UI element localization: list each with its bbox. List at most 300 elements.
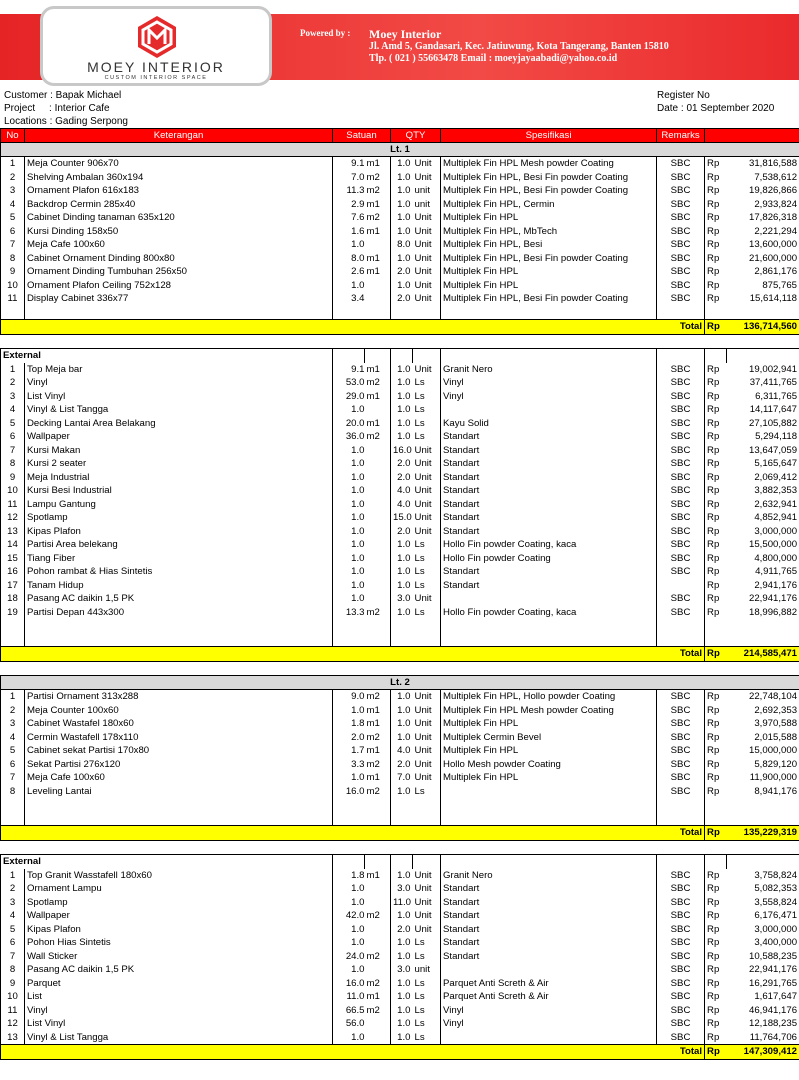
row-qty-unit: unit [413,184,441,198]
row-currency: Rp [705,252,727,266]
row-spec: Vinyl [441,390,657,404]
row-remarks: SBC [657,444,705,458]
row-qty-unit: Ls [413,430,441,444]
row-qty: 1.0 [391,1017,413,1031]
row-spec: Multiplek Fin HPL, Besi Fin powder Coating [441,184,657,198]
row-qty-unit: Ls [413,950,441,964]
row-qty: 1.0 [391,690,413,704]
logo-tagline: CUSTOM INTERIOR SPACE [104,75,208,81]
row-spec [441,1031,657,1045]
row-price: 16,291,765 [727,977,799,991]
row-qty-unit: Ls [413,390,441,404]
blank-cell [657,812,705,826]
row-currency: Rp [705,744,727,758]
row-amount: 9.1 [333,157,365,171]
row-unit: m1 [365,390,391,404]
row-qty-unit: Unit [413,690,441,704]
row-no: 14 [1,538,25,552]
row-remarks: SBC [657,1031,705,1045]
row-amount: 1.0 [333,936,365,950]
row-spec [441,785,657,799]
row-description: Kipas Plafon [25,525,333,539]
row-qty: 1.0 [391,731,413,745]
row-price: 2,861,176 [727,265,799,279]
row-unit: m2 [365,211,391,225]
row-spec: Standart [441,457,657,471]
row-remarks: SBC [657,704,705,718]
row-remarks: SBC [657,785,705,799]
row-spec: Hollo Fin powder Coating [441,552,657,566]
row-description: Meja Counter 100x60 [25,704,333,718]
row-unit [365,1017,391,1031]
row-remarks: SBC [657,184,705,198]
table-row [1,171,799,185]
row-qty-unit: Unit [413,252,441,266]
row-spec [441,592,657,606]
company-logo [40,6,272,86]
row-qty-unit: Unit [413,498,441,512]
table-row [1,565,799,579]
table-row [1,498,799,512]
row-description: List Vinyl [25,1017,333,1031]
row-amount: 11.0 [333,990,365,1004]
row-amount: 1.0 [333,484,365,498]
row-amount: 1.0 [333,771,365,785]
row-price: 2,632,941 [727,498,799,512]
blank-cell [25,633,333,647]
row-qty-unit: Unit [413,157,441,171]
row-no: 7 [1,950,25,964]
row-amount: 16.0 [333,977,365,991]
row-unit: m2 [365,171,391,185]
total-label: Total [1,826,705,841]
row-remarks: SBC [657,279,705,293]
spacer-cell [1,334,799,349]
blank-cell [727,306,799,320]
table-row [1,511,799,525]
row-price: 19,826,866 [727,184,799,198]
row-no: 7 [1,238,25,252]
blank-row [1,619,799,633]
row-spec: Multiplek Fin HPL [441,211,657,225]
row-remarks: SBC [657,417,705,431]
row-remarks: SBC [657,390,705,404]
row-qty-unit: Ls [413,376,441,390]
row-amount: 9.1 [333,363,365,377]
blank-cell [413,619,441,633]
row-currency: Rp [705,157,727,171]
row-spec: Standart [441,565,657,579]
row-price: 2,015,588 [727,731,799,745]
row-spec: Multiplek Fin HPL [441,265,657,279]
row-qty: 1.0 [391,403,413,417]
row-qty: 1.0 [391,376,413,390]
row-description: Cabinet Dinding tanaman 635x120 [25,211,333,225]
row-spec [441,403,657,417]
row-unit [365,511,391,525]
row-remarks: SBC [657,498,705,512]
total-value: 214,585,471 [727,647,799,662]
row-qty-unit: Ls [413,1004,441,1018]
total-currency: Rp [705,826,727,841]
row-qty: 1.0 [391,1031,413,1045]
row-description: Tiang Fiber [25,552,333,566]
row-qty-unit: unit [413,963,441,977]
spacer-row [1,840,799,855]
row-qty: 2.0 [391,292,413,306]
row-description: Kursi Dinding 158x50 [25,225,333,239]
row-qty-unit: Ls [413,538,441,552]
register-field: Register No [657,90,710,101]
spacer-row [1,334,799,349]
total-row [1,647,799,662]
row-remarks: SBC [657,376,705,390]
row-qty: 16.0 [391,444,413,458]
blank-cell [1,812,25,826]
row-spec: Multiplek Fin HPL, Besi Fin powder Coating [441,252,657,266]
row-currency: Rp [705,417,727,431]
row-spec: Standart [441,579,657,593]
blank-cell [1,798,25,812]
row-price: 3,000,000 [727,525,799,539]
row-price: 3,558,824 [727,896,799,910]
row-spec: Standart [441,882,657,896]
row-amount: 1.7 [333,744,365,758]
external-header [1,349,799,363]
row-qty-unit: Unit [413,882,441,896]
table-row [1,198,799,212]
blank-cell [705,798,727,812]
row-qty-unit: Unit [413,238,441,252]
blank-row [1,812,799,826]
row-unit: m2 [365,184,391,198]
row-price: 15,500,000 [727,538,799,552]
powered-by-label: Powered by : [300,28,351,38]
row-unit: m1 [365,363,391,377]
row-no: 19 [1,606,25,620]
row-spec: Multiplek Fin HPL, Besi Fin powder Coating [441,171,657,185]
table-row [1,1004,799,1018]
row-spec: Multiplek Fin HPL, MbTech [441,225,657,239]
table-row [1,252,799,266]
row-no: 8 [1,785,25,799]
row-unit [365,1031,391,1045]
row-spec: Standart [441,896,657,910]
row-no: 12 [1,511,25,525]
row-remarks: SBC [657,457,705,471]
row-description: Meja Cafe 100x60 [25,771,333,785]
row-unit: m1 [365,717,391,731]
row-description: Meja Counter 906x70 [25,157,333,171]
row-no: 10 [1,279,25,293]
row-spec: Standart [441,950,657,964]
table-row [1,471,799,485]
row-spec: Standart [441,909,657,923]
blank-cell [657,633,705,647]
row-qty: 1.0 [391,171,413,185]
row-unit [365,498,391,512]
row-qty: 1.0 [391,704,413,718]
row-unit [365,484,391,498]
row-spec: Standart [441,430,657,444]
row-qty: 1.0 [391,198,413,212]
row-no: 13 [1,1031,25,1045]
row-amount: 1.8 [333,717,365,731]
row-qty: 1.0 [391,950,413,964]
row-spec: Multiplek Fin HPL, Besi [441,238,657,252]
row-qty-unit: Ls [413,1017,441,1031]
row-price: 2,221,294 [727,225,799,239]
row-qty-unit: Unit [413,471,441,485]
external-title: External [1,349,333,363]
project-field: Project : Interior Cafe [4,103,110,114]
blank-cell [413,812,441,826]
table-row [1,785,799,799]
row-qty: 1.0 [391,977,413,991]
section-title: Lt. 1 [1,143,799,157]
row-unit: m1 [365,225,391,239]
row-unit: m1 [365,265,391,279]
row-qty: 3.0 [391,882,413,896]
table-row [1,950,799,964]
blank-cell [391,306,413,320]
row-currency: Rp [705,785,727,799]
row-unit: m2 [365,430,391,444]
row-currency: Rp [705,238,727,252]
table-row [1,444,799,458]
row-unit: m2 [365,950,391,964]
row-currency: Rp [705,552,727,566]
row-remarks: SBC [657,157,705,171]
row-currency: Rp [705,936,727,950]
row-amount: 7.6 [333,211,365,225]
row-no: 11 [1,1004,25,1018]
table-row [1,538,799,552]
row-price: 5,294,118 [727,430,799,444]
blank-cell [705,619,727,633]
row-spec: Standart [441,923,657,937]
row-qty: 1.0 [391,717,413,731]
blank-cell [365,306,391,320]
row-price: 21,600,000 [727,252,799,266]
row-remarks: SBC [657,265,705,279]
row-remarks: SBC [657,936,705,950]
row-unit: m1 [365,744,391,758]
row-qty: 4.0 [391,498,413,512]
row-qty: 1.0 [391,565,413,579]
table-row [1,417,799,431]
row-description: Spotlamp [25,511,333,525]
table-row [1,430,799,444]
row-description: Kursi Besi Industrial [25,484,333,498]
row-currency: Rp [705,198,727,212]
row-currency: Rp [705,390,727,404]
table-row [1,744,799,758]
row-unit: m1 [365,990,391,1004]
row-price: 10,588,235 [727,950,799,964]
blank-row [1,798,799,812]
row-no: 4 [1,403,25,417]
row-currency: Rp [705,869,727,883]
row-qty: 1.0 [391,869,413,883]
table-row [1,225,799,239]
row-currency: Rp [705,211,727,225]
row-unit: m1 [365,198,391,212]
row-no: 8 [1,457,25,471]
table-row [1,1031,799,1045]
row-description: Parquet [25,977,333,991]
row-unit: m1 [365,157,391,171]
row-unit [365,923,391,937]
row-currency: Rp [705,457,727,471]
row-qty: 15.0 [391,511,413,525]
row-unit: m2 [365,1004,391,1018]
row-remarks: SBC [657,731,705,745]
row-no: 9 [1,977,25,991]
row-remarks: SBC [657,484,705,498]
row-no: 13 [1,525,25,539]
row-currency: Rp [705,444,727,458]
row-qty-unit: Ls [413,990,441,1004]
row-price: 31,816,588 [727,157,799,171]
row-no: 3 [1,184,25,198]
row-currency: Rp [705,690,727,704]
row-currency: Rp [705,265,727,279]
row-unit [365,592,391,606]
blank-cell [441,349,657,363]
row-qty: 1.0 [391,184,413,198]
blank-cell [705,306,727,320]
row-unit: m2 [365,690,391,704]
row-remarks: SBC [657,592,705,606]
table-row [1,184,799,198]
row-currency: Rp [705,896,727,910]
table-row [1,690,799,704]
row-no: 1 [1,363,25,377]
row-remarks: SBC [657,525,705,539]
blank-cell [657,349,705,363]
row-remarks: SBC [657,511,705,525]
row-price: 3,970,588 [727,717,799,731]
row-no: 6 [1,936,25,950]
row-amount: 1.0 [333,457,365,471]
row-price: 17,826,318 [727,211,799,225]
row-amount: 1.0 [333,592,365,606]
row-spec: Kayu Solid [441,417,657,431]
row-remarks: SBC [657,869,705,883]
row-spec: Standart [441,511,657,525]
blank-cell [333,812,365,826]
row-no: 2 [1,171,25,185]
row-qty-unit: Unit [413,525,441,539]
row-no: 2 [1,376,25,390]
table-row [1,923,799,937]
blank-cell [413,798,441,812]
row-description: Display Cabinet 336x77 [25,292,333,306]
row-qty-unit: Unit [413,211,441,225]
row-currency: Rp [705,511,727,525]
row-price: 3,000,000 [727,923,799,937]
table-row [1,238,799,252]
row-currency: Rp [705,717,727,731]
row-qty: 1.0 [391,363,413,377]
row-qty: 1.0 [391,785,413,799]
row-qty: 1.0 [391,252,413,266]
row-amount: 1.0 [333,444,365,458]
row-remarks: SBC [657,1004,705,1018]
row-amount: 1.0 [333,471,365,485]
row-remarks: SBC [657,238,705,252]
row-spec: Hollo Mesh powder Coating [441,758,657,772]
row-remarks: SBC [657,252,705,266]
blank-cell [365,349,391,363]
row-unit: m1 [365,252,391,266]
row-no: 4 [1,198,25,212]
row-amount: 1.0 [333,525,365,539]
row-remarks: SBC [657,882,705,896]
row-description: Vinyl & List Tangga [25,403,333,417]
row-qty: 4.0 [391,484,413,498]
row-currency: Rp [705,977,727,991]
row-qty-unit: Unit [413,363,441,377]
blank-cell [25,619,333,633]
row-spec: Multiplek Cermin Bevel [441,731,657,745]
blank-cell [727,619,799,633]
row-remarks: SBC [657,963,705,977]
row-no: 9 [1,265,25,279]
row-description: Ornament Lampu [25,882,333,896]
row-spec: Hollo Fin powder Coating, kaca [441,538,657,552]
col-spesifikasi: Spesifikasi [441,129,657,143]
col-qty: QTY [391,129,441,143]
blank-cell [413,306,441,320]
total-label: Total [1,320,705,335]
row-remarks: SBC [657,744,705,758]
blank-cell [333,306,365,320]
blank-cell [25,306,333,320]
col-no: No [1,129,25,143]
blank-cell [365,855,391,869]
row-qty-unit: Unit [413,511,441,525]
row-qty-unit: Unit [413,704,441,718]
row-amount: 1.0 [333,704,365,718]
table-row [1,606,799,620]
spacer-cell [1,840,799,855]
company-address: Jl. Amd 5, Gandasari, Kec. Jatiuwung, Kota Tangerang, Banten 15810 [369,41,669,52]
row-price: 46,941,176 [727,1004,799,1018]
row-unit: m1 [365,417,391,431]
row-unit: m2 [365,758,391,772]
customer-field: Customer : Bapak Michael [4,90,122,101]
row-currency: Rp [705,376,727,390]
location-field: Locations : Gading Serpong [4,116,128,127]
total-value: 135,229,319 [727,826,799,841]
blank-cell [727,633,799,647]
row-currency: Rp [705,923,727,937]
row-price: 27,105,882 [727,417,799,431]
row-currency: Rp [705,882,727,896]
row-price: 6,176,471 [727,909,799,923]
row-remarks: SBC [657,471,705,485]
row-spec: Vinyl [441,376,657,390]
blank-cell [391,855,413,869]
row-currency: Rp [705,538,727,552]
row-unit [365,936,391,950]
row-no: 2 [1,882,25,896]
total-row [1,320,799,335]
row-remarks: SBC [657,430,705,444]
row-unit: m1 [365,869,391,883]
